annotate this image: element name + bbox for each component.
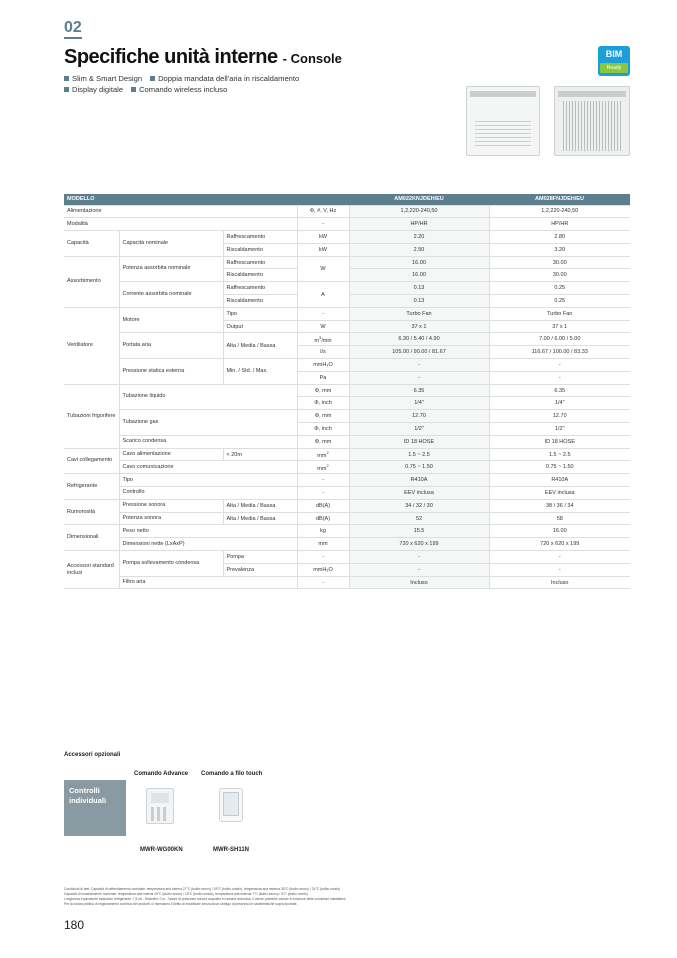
condition-cell: Raffrescamento <box>223 231 297 244</box>
value-model-1-cell: 0.13 <box>349 295 489 308</box>
table-row <box>64 282 630 295</box>
condition-cell: Min. / Std. / Max. <box>223 359 297 385</box>
value-model-1-cell: 34 / 32 / 30 <box>349 499 489 512</box>
table-row <box>64 499 630 512</box>
value-model-2-cell: 30.00 <box>489 256 630 269</box>
table-row <box>64 231 630 244</box>
value-model-1-cell: EEV inclusa <box>349 487 489 500</box>
value-model-1-cell: 15.5 <box>349 525 489 538</box>
value-model-1-cell: 16.00 <box>349 256 489 269</box>
table-row <box>64 474 630 487</box>
value-model-1-cell: 2.50 <box>349 243 489 256</box>
unit-cell: kW <box>297 243 349 256</box>
condition-cell: Output <box>223 320 297 333</box>
bullet-square-icon <box>64 76 69 81</box>
parameter-cell: Cavo comunicazione <box>119 461 297 474</box>
value-model-2-cell: 16.00 <box>489 525 630 538</box>
unit-cell: mmH₂O <box>297 359 349 372</box>
footnote-line: Capacità di riscaldamento nominale: temperatura aria interna 20°C (bulbo secco) / 15°C (bulbo umido), temperatura aria esterna 7°C (bulbo secco) / 6°C (bulbo umido) <box>64 892 308 896</box>
feature-item: Comando wireless incluso <box>131 84 227 95</box>
bim-ready-badge: BIM Ready <box>598 46 630 76</box>
value-model-1-cell: 1/2" <box>349 423 489 436</box>
footnote-line: Lunghezza equivalente tubazione refrigerante: 7,5 mt - Dislivello: 0 m - Valore di pressione sonora acquisito in camera anecoica. Il valore potrebbe variare in funzione delle condizioni installative. <box>64 897 347 901</box>
table-row <box>64 333 630 346</box>
value-model-2-cell: 0.25 <box>489 295 630 308</box>
value-model-1-cell: 37 x 1 <box>349 320 489 333</box>
value-model-1-cell: 52 <box>349 512 489 525</box>
accessory-name: Comando a filo touch <box>201 771 263 777</box>
unit-cell: Φ, #, V, Hz <box>297 205 349 218</box>
parameter-cell: Scarico condensa <box>119 435 297 448</box>
parameter-cell: Pressione statica esterna <box>119 359 223 385</box>
value-model-2-cell: R410A <box>489 474 630 487</box>
value-model-1-cell: 2.20 <box>349 231 489 244</box>
parameter-cell: Tubazione gas <box>119 410 297 436</box>
footnote-line: Condizioni di test: Capacità di raffreddamento nominale: temperatura aria interna 27°C (bulbo secco) / 19°C (bulbo umido), temperatura aria esterna 35°C (bulbo secco) / 24°C (bulbo umido) <box>64 887 341 891</box>
page-title: Specifiche unità interne - Console <box>64 46 342 68</box>
table-row <box>64 205 630 218</box>
value-model-2-cell: 37 x 1 <box>489 320 630 333</box>
table-row <box>64 538 630 551</box>
parameter-cell: Dimensioni nette (LxAxP) <box>119 538 297 551</box>
parameter-cell: Peso netto <box>119 525 297 538</box>
value-model-1-cell: - <box>349 371 489 384</box>
feature-list <box>64 73 299 95</box>
console-unit-front-image <box>466 86 540 156</box>
condition-cell: Alta / Media / Bassa <box>223 333 297 359</box>
unit-cell: - <box>297 576 349 589</box>
unit-cell: $mm^2$ <box>297 448 349 461</box>
condition-cell: Pompa <box>223 551 297 564</box>
unit-cell: W <box>297 256 349 282</box>
value-model-2-cell: HP/HR <box>489 218 630 231</box>
unit-cell: Φ, inch <box>297 397 349 410</box>
feature-item: Display digitale <box>64 84 123 95</box>
unit-cell: mm <box>297 538 349 551</box>
value-model-2-cell: 3.20 <box>489 243 630 256</box>
table-row <box>64 307 630 320</box>
value-model-2-cell: 30.00 <box>489 269 630 282</box>
value-model-2-cell: 1,2,220-240,50 <box>489 205 630 218</box>
condition-cell: < 20m <box>223 448 297 461</box>
unit-cell: l/s <box>297 346 349 359</box>
parameter-cell: Tubazione liquido <box>119 384 297 410</box>
table-row <box>64 435 630 448</box>
value-model-2-cell: 7.00 / 6.00 / 5.00 <box>489 333 630 346</box>
category-cell: Cavi collegamento <box>64 448 119 474</box>
condition-cell: Prevalenza <box>223 563 297 576</box>
value-model-1-cell: Incluso <box>349 576 489 589</box>
footnote-line: Per la nostra politica di miglioramento continuo dei prodotti, ci riserviamo il diritto di modificare senza alcun obbligo di preavviso le caratteristiche sopra riportate. <box>64 902 298 906</box>
value-model-1-cell: 0.75 ~ 1.50 <box>349 461 489 474</box>
parameter-cell: Pressione sonora <box>119 499 223 512</box>
parameter-cell: Tipo <box>119 474 297 487</box>
value-model-1-cell: R410A <box>349 474 489 487</box>
unit-cell: - <box>297 551 349 564</box>
unit-cell: Φ, mm <box>297 384 349 397</box>
value-model-1-cell: 1,2,220-240,50 <box>349 205 489 218</box>
footnotes <box>64 887 524 907</box>
value-model-2-cell: - <box>489 551 630 564</box>
table-row <box>64 461 630 474</box>
value-model-1-cell: - <box>349 359 489 372</box>
value-model-1-cell: 1/4" <box>349 397 489 410</box>
accessories-group-label: Controlli individuali <box>64 780 126 836</box>
condition-cell: Alta / Media / Bassa <box>223 512 297 525</box>
table-row <box>64 576 630 589</box>
unit-cell: - <box>297 218 349 231</box>
category-cell: Modalità <box>64 218 297 231</box>
parameter-cell: Potenza sonora <box>119 512 223 525</box>
bullet-square-icon <box>64 87 69 92</box>
value-model-2-cell: 58 <box>489 512 630 525</box>
value-model-2-cell: 0.25 <box>489 282 630 295</box>
parameter-cell: Portata aria <box>119 333 223 359</box>
console-unit-open-image <box>554 86 630 156</box>
condition-cell: Riscaldamento <box>223 295 297 308</box>
value-model-2-cell: 12.70 <box>489 410 630 423</box>
value-model-1-cell: - <box>349 551 489 564</box>
category-cell: Assorbimento <box>64 256 119 307</box>
accessory-name: Comando Advance <box>134 771 189 777</box>
unit-cell: $mm^2$ <box>297 461 349 474</box>
value-model-2-cell: 0.75 ~ 1.50 <box>489 461 630 474</box>
value-model-2-cell: - <box>489 563 630 576</box>
value-model-1-cell: 6.35 <box>349 384 489 397</box>
parameter-cell: Corrente assorbita nominale <box>119 282 223 308</box>
table-row <box>64 512 630 525</box>
parameter-cell: Capacità nominale <box>119 231 223 257</box>
unit-cell: - <box>297 487 349 500</box>
touch-remote-image <box>219 788 243 822</box>
page-subtitle: - Console <box>282 51 342 66</box>
table-row <box>64 359 630 372</box>
bullet-square-icon <box>131 87 136 92</box>
unit-cell: Pa <box>297 371 349 384</box>
feature-item: Slim & Smart Design <box>64 73 142 84</box>
value-model-1-cell: HP/HR <box>349 218 489 231</box>
table-header-row <box>64 194 630 205</box>
condition-cell: Riscaldamento <box>223 243 297 256</box>
category-cell: Refrigerante <box>64 474 119 500</box>
value-model-2-cell: EEV inclusa <box>489 487 630 500</box>
category-cell: Tubazioni frigorifere <box>64 384 119 448</box>
category-cell: Dimensionali <box>64 525 119 551</box>
header-model-1: AM022KNJDEH/EU <box>349 194 489 205</box>
condition-cell: Raffrescamento <box>223 282 297 295</box>
accessory-model: MWR-WG00KN <box>140 847 183 853</box>
parameter-cell: Filtro aria <box>119 576 297 589</box>
unit-cell: kW <box>297 231 349 244</box>
condition-cell: Tipo <box>223 307 297 320</box>
category-cell: Ventilatore <box>64 307 119 384</box>
unit-cell: Φ, mm <box>297 410 349 423</box>
value-model-1-cell: ID 18 HOSE <box>349 435 489 448</box>
value-model-1-cell: - <box>349 563 489 576</box>
value-model-2-cell: 720 x 620 x 199 <box>489 538 630 551</box>
condition-cell: Riscaldamento <box>223 269 297 282</box>
unit-cell: - <box>297 307 349 320</box>
value-model-1-cell: 16.00 <box>349 269 489 282</box>
value-model-2-cell: 1/4" <box>489 397 630 410</box>
unit-cell: W <box>297 320 349 333</box>
parameter-cell: Motore <box>119 307 223 333</box>
page-number: 180 <box>64 918 85 932</box>
category-cell: Capacità <box>64 231 119 257</box>
table-row <box>64 410 630 423</box>
table-row <box>64 384 630 397</box>
unit-cell: $m^3/\min$ <box>297 333 349 346</box>
value-model-2-cell: 116.67 / 100.00 / 83.33 <box>489 346 630 359</box>
spec-table <box>64 194 630 589</box>
parameter-cell: Controllo <box>119 487 297 500</box>
accessories-title: Accessori opzionali <box>64 752 121 758</box>
value-model-2-cell: 2.80 <box>489 231 630 244</box>
condition-cell: Raffrescamento <box>223 256 297 269</box>
unit-cell: Φ, inch <box>297 423 349 436</box>
unit-cell: A <box>297 282 349 308</box>
table-row <box>64 525 630 538</box>
value-model-2-cell: - <box>489 371 630 384</box>
value-model-1-cell: Turbo Fan <box>349 307 489 320</box>
value-model-2-cell: 1/2" <box>489 423 630 436</box>
accessory-model: MWR-SH11N <box>213 847 250 853</box>
unit-cell: Φ, mm <box>297 435 349 448</box>
unit-cell: mmH₂O <box>297 563 349 576</box>
value-model-2-cell: 1.5 ~ 2.5 <box>489 448 630 461</box>
header-label: MODELLO <box>64 194 349 205</box>
parameter-cell: Pompa sollevamento condensa <box>119 551 223 577</box>
value-model-1-cell: 720 x 620 x 199 <box>349 538 489 551</box>
value-model-2-cell: 38 / 36 / 34 <box>489 499 630 512</box>
value-model-1-cell: 0.13 <box>349 282 489 295</box>
value-model-2-cell: Turbo Fan <box>489 307 630 320</box>
table-row <box>64 487 630 500</box>
unit-cell: - <box>297 474 349 487</box>
section-number: 02 <box>64 20 82 39</box>
value-model-2-cell: 6.35 <box>489 384 630 397</box>
value-model-2-cell: - <box>489 359 630 372</box>
feature-item: Doppia mandata dell'aria in riscaldamento <box>150 73 299 84</box>
advance-remote-image <box>146 788 174 824</box>
value-model-1-cell: 105.00 / 90.00 / 81.67 <box>349 346 489 359</box>
unit-cell: dB(A) <box>297 512 349 525</box>
value-model-2-cell: Incluso <box>489 576 630 589</box>
table-row <box>64 256 630 269</box>
value-model-1-cell: 1.5 ~ 2.5 <box>349 448 489 461</box>
bullet-square-icon <box>150 76 155 81</box>
table-row <box>64 218 630 231</box>
table-row <box>64 448 630 461</box>
condition-cell: Alta / Media / Bassa <box>223 499 297 512</box>
unit-cell: kg <box>297 525 349 538</box>
parameter-cell: Cavo alimentazione <box>119 448 223 461</box>
value-model-2-cell: ID 18 HOSE <box>489 435 630 448</box>
category-cell: Rumorosità <box>64 499 119 525</box>
table-row <box>64 551 630 564</box>
header-model-2: AM028FNJDEH/EU <box>489 194 630 205</box>
value-model-1-cell: 6.30 / 5.40 / 4.90 <box>349 333 489 346</box>
category-cell: Alimentazione <box>64 205 297 218</box>
unit-cell: dB(A) <box>297 499 349 512</box>
category-cell: Accessori standard inclusi <box>64 551 119 589</box>
value-model-1-cell: 12.70 <box>349 410 489 423</box>
parameter-cell: Potenza assorbita nominale <box>119 256 223 282</box>
